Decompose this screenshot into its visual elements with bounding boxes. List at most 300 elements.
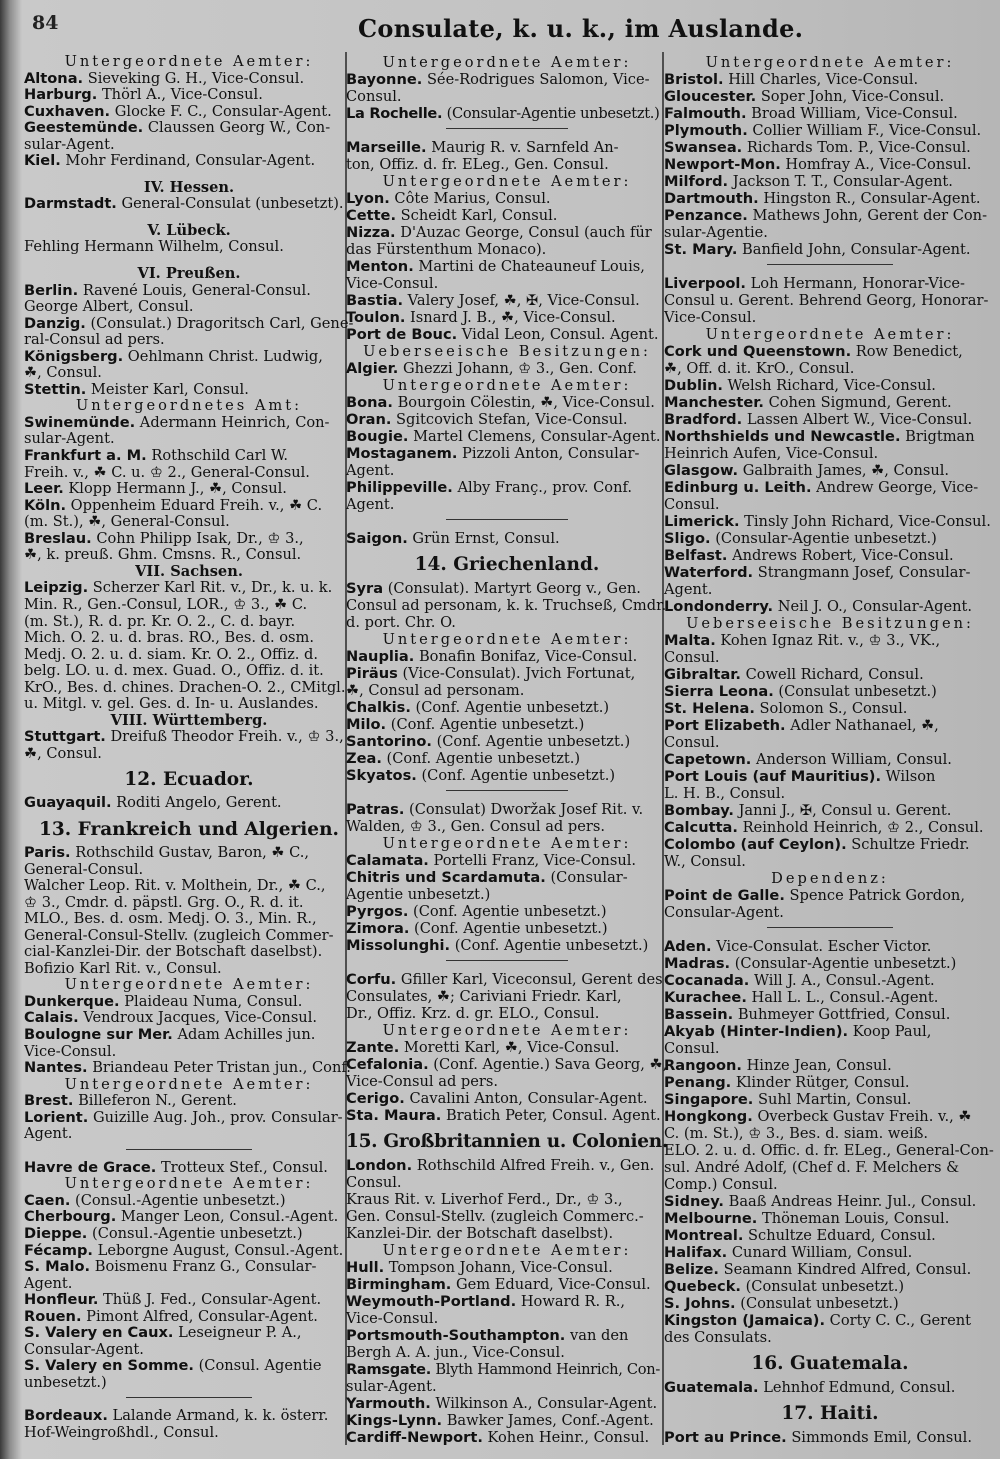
- place-name: Marseille.: [346, 139, 427, 156]
- consulate-entry: [24, 498, 354, 515]
- entry-continuation: [664, 496, 996, 513]
- entry-text: (Conf. Agentie unbesetzt.): [454, 937, 649, 954]
- place-name: Cerigo.: [346, 1090, 405, 1107]
- consulate-entry: [346, 292, 668, 309]
- entry-text: van den: [570, 1327, 629, 1344]
- entry-text: Schultze Friedr.: [851, 836, 970, 853]
- entry-text: Cohen Sigmund, Gerent.: [768, 394, 952, 411]
- entry-continuation: [24, 663, 354, 680]
- entry-text: (Vice-Consulat). Jvich Fortunat,: [402, 665, 636, 682]
- place-name: Chalkis.: [346, 699, 411, 716]
- consulate-entry: [24, 448, 354, 465]
- place-name: Singapore.: [664, 1091, 754, 1108]
- place-name: Cefalonia.: [346, 1056, 429, 1073]
- place-name: Dunkerque.: [24, 993, 120, 1010]
- entry-continuation: [24, 647, 354, 664]
- entry-text: Comp.) Consul.: [664, 1176, 778, 1193]
- consulate-entry: [664, 275, 996, 292]
- text-column-right: [664, 54, 996, 1446]
- place-name: Port Louis (auf Mauritius).: [664, 768, 882, 785]
- entry-text: des Consulats.: [664, 1329, 772, 1346]
- consulate-entry: [346, 224, 668, 241]
- entry-text: Corty C. C., Gerent: [829, 1312, 972, 1329]
- entry-text: W., Consul.: [664, 853, 746, 870]
- entry-text: (Consulat). Martyrt Georg v., Gen.: [387, 580, 641, 597]
- place-name: Cuxhaven.: [24, 103, 111, 120]
- entry-text: (Conf. Agentie unbesetzt.): [390, 716, 585, 733]
- entry-text: MLO., Bes. d. osm. Medj. O. 3., Min. R.,: [24, 911, 317, 928]
- place-name: Pyrgos.: [346, 903, 409, 920]
- entry-text: Bratich Peter, Consul. Agent.: [445, 1107, 661, 1124]
- entry-text: Simmonds Emil, Consul.: [791, 1429, 972, 1446]
- entry-text: Rothschild Gustav, Baron, ☘ C.,: [75, 844, 310, 861]
- consulate-entry: [664, 1295, 996, 1312]
- entry-text: (Consular-: [550, 869, 628, 886]
- subsection-heading: Dependenz:: [771, 870, 889, 887]
- entry-text: L. H. B., Consul.: [664, 785, 786, 802]
- consulate-entry: [24, 415, 354, 432]
- entry-continuation: [24, 746, 354, 763]
- entry-text: Leseigneur P. A.,: [178, 1325, 302, 1342]
- entry-continuation: [24, 614, 354, 631]
- consulate-entry: [24, 1209, 354, 1226]
- entry-text: Consul.: [664, 1040, 720, 1057]
- place-name: Algier.: [346, 360, 399, 377]
- entry-text: Côte Marius, Consul.: [394, 190, 551, 207]
- entry-text: Oehlmann Christ. Ludwig,: [127, 348, 323, 365]
- consulate-entry: [346, 309, 668, 326]
- entry-text: Sgitcovich Stefan, Vice-Consul.: [396, 411, 628, 428]
- place-name: Liverpool.: [664, 275, 746, 292]
- place-name: Milford.: [664, 173, 729, 190]
- entry-text: Trotteux Stef., Consul.: [160, 1159, 328, 1176]
- entry-continuation: [664, 734, 996, 751]
- entry-text: Isnard J. B., ☘, Vice-Consul.: [410, 309, 616, 326]
- place-name: Point de Galle.: [664, 887, 785, 904]
- entry-continuation: [24, 547, 354, 564]
- place-name: Menton.: [346, 258, 414, 275]
- place-name: Northshields und Newcastle.: [664, 428, 901, 445]
- text-column-middle: [346, 54, 668, 1446]
- entry-text: Dreifuß Theodor Freih. v., ♔ 3.,: [110, 729, 344, 746]
- consulate-entry: [664, 1091, 996, 1108]
- place-name: Calcutta.: [664, 819, 738, 836]
- entry-text: Broad William, Vice-Consul.: [751, 105, 958, 122]
- consulate-entry: [664, 768, 996, 785]
- entry-text: Baaß Andreas Heinr. Jul., Consul.: [728, 1193, 977, 1210]
- entry-continuation: [24, 680, 354, 697]
- consulate-entry: [664, 241, 996, 258]
- entry-text: Martel Clemens, Consular-Agent.: [413, 428, 661, 445]
- entry-text: ton, Offiz. d. fr. ELeg., Gen. Consul.: [346, 156, 609, 173]
- consulate-entry: [346, 530, 668, 547]
- entry-text: (Consulat unbesetzt.): [740, 1295, 899, 1312]
- place-name: Kurachee.: [664, 989, 747, 1006]
- consulate-entry: [664, 1074, 996, 1091]
- entry-text: sular-Agent.: [24, 431, 115, 448]
- place-name: Boulogne sur Mer.: [24, 1026, 173, 1043]
- entry-text: Koop Paul,: [852, 1023, 932, 1040]
- place-name: Madras.: [664, 955, 731, 972]
- entry-continuation: [346, 156, 668, 173]
- entry-continuation: [24, 137, 354, 154]
- consulate-entry: [24, 120, 354, 137]
- consulate-entry: [346, 767, 668, 784]
- entry-continuation: [346, 496, 668, 513]
- entry-text: Will J. A., Consul.-Agent.: [753, 972, 935, 989]
- consulate-entry: [24, 349, 354, 366]
- entry-text: Galbraith James, ☘, Consul.: [742, 462, 950, 479]
- consulate-entry: [346, 139, 668, 156]
- entry-continuation: [24, 514, 354, 531]
- entry-continuation: [346, 241, 668, 258]
- entry-continuation: [664, 1329, 996, 1346]
- place-name: Havre de Grace.: [24, 1159, 157, 1176]
- consulate-entry: [664, 972, 996, 989]
- place-name: La Rochelle.: [346, 105, 443, 122]
- entry-continuation: [664, 649, 996, 666]
- entry-text: (m. St.), R. d. pr. Kr. O. 2., C. d. bayr.: [24, 613, 296, 630]
- entry-continuation: [664, 292, 996, 309]
- consulate-entry: [346, 852, 668, 869]
- place-name: Quebeck.: [664, 1278, 741, 1295]
- place-name: S. Valery en Caux.: [24, 1325, 174, 1342]
- place-name: Frankfurt a. M.: [24, 448, 147, 465]
- entry-text: u. Mitgl. v. gel. Ges. d. In- u. Auslandes.: [24, 696, 319, 713]
- entry-text: Agentie unbesetzt.): [346, 886, 491, 903]
- consulate-entry: [346, 445, 668, 462]
- place-name: S. Malo.: [24, 1259, 91, 1276]
- entry-text: Guizille Aug. Joh., prov. Consular-: [92, 1109, 343, 1126]
- consulate-entry: [346, 1395, 668, 1412]
- entry-continuation: [24, 1126, 354, 1143]
- consulate-entry: [346, 71, 668, 88]
- entry-text: Consul u. Gerent. Behrend Georg, Honorar-: [664, 292, 989, 309]
- place-name: Malta.: [664, 632, 716, 649]
- entry-text: General-Consul.: [24, 861, 144, 878]
- place-name: Sierra Leona.: [664, 683, 774, 700]
- place-name: Newport-Mon.: [664, 156, 781, 173]
- entry-text: D'Auzac George, Consul (auch für: [400, 224, 652, 241]
- place-name: Köln.: [24, 497, 67, 514]
- entry-text: ☘, Consul.: [24, 365, 102, 382]
- place-name: Rouen.: [24, 1308, 82, 1325]
- entry-text: das Fürstenthum Monaco).: [346, 241, 547, 258]
- subsection-heading: Untergeordnete Aemter:: [382, 1022, 632, 1039]
- consulate-entry: [346, 1039, 668, 1056]
- place-name: S. Valery en Somme.: [24, 1358, 194, 1375]
- section-separator: [446, 519, 568, 528]
- consulate-entry: [664, 564, 996, 581]
- entry-text: Manger Leon, Consul.-Agent.: [120, 1209, 339, 1226]
- place-name: Kings-Lynn.: [346, 1412, 443, 1429]
- consulate-entry: [664, 887, 996, 904]
- consulate-entry: [664, 1312, 996, 1329]
- entry-continuation: [24, 862, 354, 879]
- entry-text: Meister Karl, Consul.: [90, 381, 249, 398]
- place-name: Paris.: [24, 844, 71, 861]
- page-title: Consulate, k. u. k., im Auslande.: [358, 14, 804, 43]
- place-name: Skyatos.: [346, 767, 417, 784]
- place-name: Zante.: [346, 1039, 400, 1056]
- entry-text: (Conf. Agentie unbesetzt.): [415, 699, 610, 716]
- entry-continuation: [346, 1310, 668, 1327]
- entry-text: Andrew George, Vice-: [816, 479, 979, 496]
- consulate-entry: [346, 258, 668, 275]
- consulate-entry: [346, 428, 668, 445]
- consulate-entry: [24, 1358, 354, 1375]
- place-name: Birmingham.: [346, 1276, 452, 1293]
- consulate-entry: [346, 1107, 668, 1124]
- entry-text: Vidal Leon, Consul. Agent.: [461, 326, 659, 343]
- subsection-heading: Untergeordnete Aemter:: [382, 173, 632, 190]
- entry-continuation: [346, 1208, 668, 1225]
- entry-text: (Conf. Agentie unbesetzt.): [386, 750, 581, 767]
- entry-text: Row Benedict,: [855, 343, 963, 360]
- place-name: Fécamp.: [24, 1242, 93, 1259]
- entry-text: General-Consulat (unbesetzt).: [121, 196, 344, 213]
- consulate-entry: [346, 1191, 668, 1208]
- entry-text: sular-Agent.: [24, 136, 115, 153]
- entry-text: Pizzoli Anton, Consular-: [462, 445, 640, 462]
- entry-text: (Consulat) Dworžak Josef Rit. v.: [409, 801, 644, 818]
- consulate-entry: [346, 801, 668, 818]
- entry-continuation: [346, 886, 668, 903]
- entry-text: sular-Agentie.: [664, 224, 768, 241]
- entry-text: Strangmann Josef, Consular-: [757, 564, 971, 581]
- consulate-entry: [664, 1210, 996, 1227]
- entry-text: Min. R., Gen.-Consul, LOR., ♔ 3., ☘ C.: [24, 596, 308, 613]
- entry-text: unbesetzt.): [24, 1374, 107, 1391]
- consulate-entry: [664, 1057, 996, 1074]
- entry-text: Consul.: [664, 496, 720, 513]
- entry-text: KrO., Bes. d. chines. Drachen-O. 2., CMitgl.: [24, 679, 346, 696]
- entry-text: Roditi Angelo, Gerent.: [116, 795, 282, 812]
- entry-text: Overbeck Gustav Freih. v., ☘: [757, 1108, 972, 1125]
- consulate-entry: [346, 1412, 668, 1429]
- place-name: Stettin.: [24, 381, 87, 398]
- entry-text: Vice-Consul.: [24, 1043, 117, 1060]
- place-name: Sidney.: [664, 1193, 724, 1210]
- place-name: Geestemünde.: [24, 120, 144, 137]
- entry-text: (Consular-Agentie unbesetzt.): [734, 955, 957, 972]
- entry-text: Cowell Richard, Consul.: [745, 666, 924, 683]
- entry-text: Anderson William, Consul.: [755, 751, 952, 768]
- consulate-entry: [664, 989, 996, 1006]
- place-name: Toulon.: [346, 309, 406, 326]
- place-name: Lorient.: [24, 1109, 89, 1126]
- entry-text: Kohen Heinr., Consul.: [487, 1429, 650, 1446]
- consulate-entry: [24, 994, 354, 1011]
- consulate-entry: [24, 1110, 354, 1127]
- place-name: Yarmouth.: [346, 1395, 431, 1412]
- consulate-entry: [346, 903, 668, 920]
- consulate-entry: [24, 531, 354, 548]
- entry-continuation: [664, 1159, 996, 1176]
- consulate-entry: [664, 1108, 996, 1125]
- consulate-entry: [664, 598, 996, 615]
- entry-text: Maurig R. v. Sarnfeld An-: [431, 139, 619, 156]
- consulate-entry: [664, 1278, 996, 1295]
- entry-text: Tompson Johann, Vice-Consul.: [388, 1259, 613, 1276]
- place-name: Capetown.: [664, 751, 752, 768]
- place-name: Zimora.: [346, 920, 410, 937]
- consulate-entry: [346, 869, 668, 886]
- entry-text: Suhl Martin, Consul.: [757, 1091, 912, 1108]
- entry-continuation: [346, 462, 668, 479]
- consulate-entry: [24, 283, 354, 300]
- entry-text: ☘, Consul.: [24, 745, 102, 762]
- consulate-entry: [24, 1060, 354, 1077]
- entry-text: (m. St.), ☘, General-Consul.: [24, 514, 230, 531]
- entry-text: (Consulat unbesetzt.): [745, 1278, 905, 1295]
- entry-text: (Conf. Agentie unbesetzt.): [413, 903, 607, 920]
- entry-continuation: [346, 1005, 668, 1022]
- consulate-entry: [346, 394, 668, 411]
- place-name: Berlin.: [24, 282, 79, 299]
- consulate-entry: [24, 845, 354, 862]
- place-name: Bougie.: [346, 428, 409, 445]
- country-heading: 15. Großbritannien u. Colonien.: [346, 1131, 669, 1152]
- consulate-entry: [346, 1361, 668, 1378]
- consulate-entry: [664, 479, 996, 496]
- entry-text: Adermann Heinrich, Con-: [139, 414, 330, 431]
- page-number: 84: [32, 12, 59, 34]
- entry-text: Jackson T. T., Consular-Agent.: [732, 173, 953, 190]
- entry-text: (Conf. Agentie unbesetzt.): [414, 920, 608, 937]
- entry-text: Janni J., ✠, Consul u. Gerent.: [738, 802, 952, 819]
- entry-text: ♔ 3., Cmdr. d. päpstl. Grg. O., R. d. it.: [24, 894, 304, 911]
- entry-continuation: [24, 1044, 354, 1061]
- entry-text: Reinhold Heinrich, ♔ 2., Consul.: [742, 819, 984, 836]
- entry-text: Boismenu Franz G., Consular-: [94, 1259, 317, 1276]
- entry-text: Scheidt Karl, Consul.: [400, 207, 558, 224]
- consulate-entry: [24, 1160, 354, 1177]
- place-name: Cork und Queenstown.: [664, 343, 852, 360]
- entry-text: Bofizio Karl Rit. v., Consul.: [24, 960, 222, 977]
- entry-continuation: [664, 581, 996, 598]
- entry-continuation: [24, 944, 354, 961]
- entry-text: Cohn Philipp Isak, Dr., ♔ 3.,: [96, 530, 304, 547]
- consulate-entry: [346, 920, 668, 937]
- entry-text: Consul.: [346, 88, 402, 105]
- consulate-entry: [664, 394, 996, 411]
- consulate-entry: [664, 173, 996, 190]
- place-name: Kiel.: [24, 153, 61, 170]
- place-name: Aden.: [664, 938, 712, 955]
- entry-text: Walcher Leop. Rit. v. Molthein, Dr., ☘ C.,: [24, 878, 326, 895]
- consulate-entry: [664, 156, 996, 173]
- entry-text: Oppenheim Eduard Freih. v., ☘ C.: [70, 497, 323, 514]
- entry-continuation: [24, 431, 354, 448]
- place-name: Bradford.: [664, 411, 743, 428]
- section-separator: [767, 264, 893, 273]
- entry-continuation: [346, 1225, 668, 1242]
- entry-text: cial-Kanzlei-Dir. der Botschaft daselbst).: [24, 944, 323, 961]
- entry-text: Bonafin Bonifaz, Vice-Consul.: [418, 648, 638, 665]
- consulate-entry: [664, 751, 996, 768]
- entry-text: Gen. Consul-Stellv. (zugleich Commerc.-: [346, 1208, 644, 1225]
- entry-continuation: [664, 1040, 996, 1057]
- entry-text: Billeferon N., Gerent.: [78, 1093, 237, 1110]
- entry-text: Dr., Offiz. Krz. d. gr. ELO., Consul.: [346, 1005, 600, 1022]
- entry-text: Kraus Rit. v. Liverhof Ferd., Dr., ♔ 3.,: [346, 1191, 623, 1208]
- place-name: Gloucester.: [664, 88, 757, 105]
- consulate-entry: [664, 1023, 996, 1040]
- section-separator: [446, 960, 568, 969]
- consulate-entry: [346, 1293, 668, 1310]
- place-name: Calais.: [24, 1010, 79, 1027]
- entry-continuation: [346, 1344, 668, 1361]
- subsection-heading: Untergeordnete Aemter:: [705, 326, 955, 343]
- entry-text: ELO. 2. u. d. Offic. d. fr. ELeg., General-Con-: [664, 1142, 994, 1159]
- section-separator: [767, 927, 893, 936]
- place-name: London.: [346, 1157, 413, 1174]
- consulate-entry: [24, 961, 354, 978]
- place-name: Milo.: [346, 716, 387, 733]
- consulate-entry: [664, 819, 996, 836]
- entry-text: Tinsly John Richard, Vice-Consul.: [744, 513, 991, 530]
- entry-text: sular-Agent.: [346, 1378, 437, 1395]
- entry-continuation: [346, 988, 668, 1005]
- entry-text: Hill Charles, Vice-Consul.: [728, 71, 919, 88]
- consulate-entry: [346, 1157, 668, 1174]
- entry-text: (Consulat unbesetzt.): [778, 683, 937, 700]
- subsection-heading: Untergeordnete Aemter:: [64, 53, 314, 70]
- place-name: Belize.: [664, 1261, 719, 1278]
- entry-continuation: [24, 365, 354, 382]
- entry-text: Thörl A., Vice-Consul.: [101, 87, 263, 104]
- entry-text: Alby Franç., prov. Conf.: [457, 479, 632, 496]
- consulate-entry: [346, 326, 668, 343]
- entry-text: Bergh A. A. jun., Vice-Consul.: [346, 1344, 565, 1361]
- consulate-entry: [664, 1193, 996, 1210]
- consulate-entry: [664, 1429, 996, 1446]
- entry-text: belg. LO. u. d. mex. Guad. O., Offiz. d. it.: [24, 663, 324, 680]
- place-name: St. Helena.: [664, 700, 755, 717]
- place-name: Portsmouth-Southampton.: [346, 1327, 566, 1344]
- entry-text: Consulates, ☘; Cariviani Friedr. Karl,: [346, 988, 622, 1005]
- consulate-entry: [346, 716, 668, 733]
- entry-text: Rothschild Alfred Freih. v., Gen.: [416, 1157, 655, 1174]
- consulate-entry: [24, 580, 354, 597]
- consulate-entry: [346, 971, 668, 988]
- entry-text: Heinrich Aufen, Vice-Consul.: [664, 445, 879, 462]
- entry-text: Bourgoin Cölestin, ☘, Vice-Consul.: [397, 394, 655, 411]
- entry-text: Consul.: [664, 649, 720, 666]
- entry-text: (Conf. Agentie unbesetzt.): [421, 767, 616, 784]
- subsection-heading: Untergeordnete Aemter:: [705, 54, 955, 71]
- place-name: Bastia.: [346, 292, 404, 309]
- state-heading: V. Lübeck.: [147, 221, 231, 239]
- consulate-entry: [24, 1010, 354, 1027]
- entry-text: (Consul.-Agentie unbesetzt.): [92, 1226, 303, 1242]
- consulate-entry: [664, 105, 996, 122]
- consulate-entry: [24, 382, 354, 399]
- consulate-entry: [346, 479, 668, 496]
- place-name: Hull.: [346, 1259, 385, 1276]
- place-name: Nizza.: [346, 224, 396, 241]
- place-name: Honfleur.: [24, 1292, 99, 1309]
- state-heading: VI. Preußen.: [137, 265, 241, 283]
- entry-text: Kanzlei-Dir. der Botschaft daselbst).: [346, 1225, 614, 1242]
- entry-continuation: [664, 1142, 996, 1159]
- subsection-heading: Untergeordnete Aemter:: [382, 377, 632, 394]
- consulate-entry: [664, 428, 996, 445]
- entry-text: Banfield John, Consular-Agent.: [742, 241, 971, 258]
- consulate-entry: [24, 729, 354, 746]
- entry-text: ral-Consul ad pers.: [24, 332, 165, 349]
